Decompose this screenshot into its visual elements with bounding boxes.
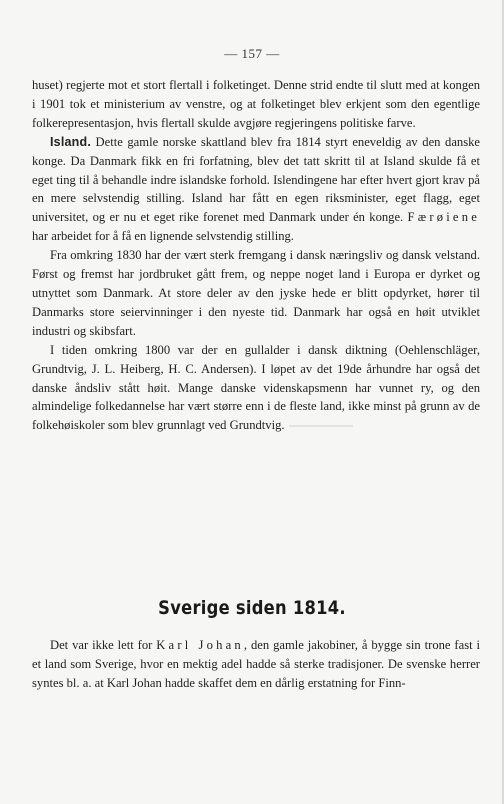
spaced-word-faeroiene: Færøiene — [407, 210, 480, 225]
paragraph-island-text-2: har arbeidet for å få en lignende selvstendig stilling. — [32, 229, 294, 244]
paragraph-continued: huset) regjerte mot et stort flertall i folketinget. Denne strid endte til slutt med at kongen i 1901 tok et ministerium av venstre, og at folketinget blev erkjent som den egentlige folkerepresentasjon, hvis flertall skulde avgjøre regjeringens politiske farve. — [32, 78, 480, 130]
paragraph-culture-text: I tiden omkring 1800 var der en gullalder i dansk diktning (Oehlenschläger, Grundtvig, J. L. Heiberg, H. C. Andersen). I løpet av det 19de århundre har også det danske åndsliv stått høit. Mange danske videnskapsmenn har vunnet ry, og den almindelige folkedannelse har vært større enn i de fleste land, ikke minst på grunn av de folkehøiskoler som blev grunnlagt ved Grundtvig. — [32, 342, 480, 433]
text-block-top — [32, 76, 480, 435]
spaced-name-karl-johan: Karl Johan — [156, 638, 244, 652]
print-smudge — [289, 425, 353, 427]
paragraph-sverige-text-2: , den gamle jakobiner, å bygge sin trone fast i et land som Sverige, hvor en mektig adel hadde så sterke tradisjoner. De svenske herrer syntes bl. a. at Karl Johan hadde skaffet dem en dårlig erstatning for Finn- — [32, 638, 480, 690]
paragraph-island — [32, 133, 480, 246]
page-number: — 157 — — [224, 46, 280, 61]
paragraph-culture — [32, 341, 480, 436]
paragraph-economy: Fra omkring 1830 har der vært sterk fremgang i dansk næringsliv og dansk velstand. Først og fremst har jordbruket gått frem, og neppe noget land i Europa er dyrket og utnyttet som Danmark. At store deler av den jyske hede er blitt opdyrket, hører til Danmarks store seiervinninger i den nyeste tid. Danmark har også en høit utviklet industri og skibsfart. — [32, 248, 480, 338]
paragraph-sverige — [32, 636, 480, 693]
section-heading: Sverige siden 1814. — [158, 597, 346, 619]
text-block-bottom — [32, 636, 480, 693]
side-heading-island: Island. — [50, 134, 91, 149]
paragraph-island-text-1: Dette gamle norske skattland blev fra 1814 styrt eneveldig av den danske konge. Da Danmark fikk en fri forfatning, blev det tatt skritt til at Island skulde få et eget ting til å behandle indre islandske forhold. Islendingene har efter hvert gjort krav på en mere selvstendig stilling. Island har fått en egen riksminister, eget flagg, eget universitet, og er nu et eget rike forenet med Danmark under én konge. — [32, 134, 480, 225]
paragraph-sverige-text-1: Det var ikke lett for — [50, 638, 157, 652]
